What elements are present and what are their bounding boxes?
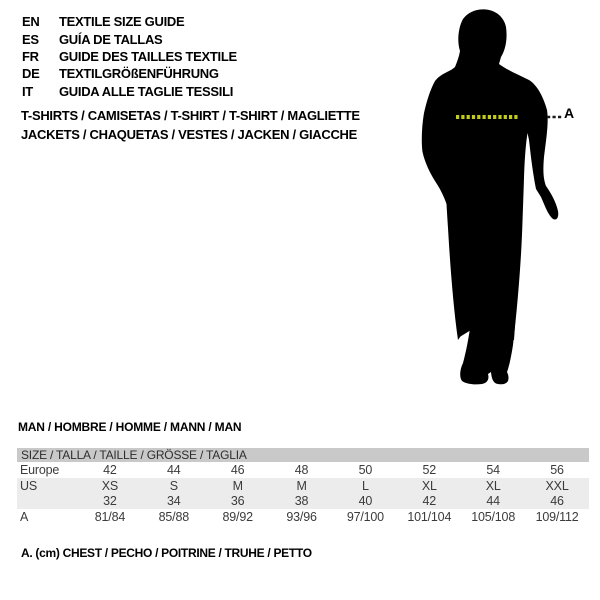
language-title: TEXTILE SIZE GUIDE: [59, 14, 185, 30]
cell: 97/100: [346, 509, 384, 524]
cell: M: [232, 478, 243, 493]
cell: 44: [486, 494, 500, 509]
language-title: GUIDE DES TAILLES TEXTILE: [59, 48, 237, 64]
language-title: TEXTILGRÖßENFÜHRUNG: [59, 66, 219, 82]
cell: 54: [486, 462, 500, 477]
size-table: [17, 448, 589, 525]
cell: 46: [230, 462, 245, 477]
section-title-man: MAN / HOMBRE / HOMME / MANN / MAN: [18, 420, 242, 434]
cell: 50: [358, 462, 373, 477]
size-table-header: SIZE / TALLA / TAILLE / GRÖSSE / TAGLIA: [17, 448, 589, 462]
footnote-chest: A. (cm) CHEST / PECHO / POITRINE / TRUHE / PETTO: [21, 546, 312, 560]
language-title: GUÍA DE TALLAS: [59, 31, 163, 47]
language-code: EN: [22, 14, 40, 30]
cell: XL: [421, 478, 437, 493]
cell: 101/104: [407, 509, 452, 524]
cell: 109/112: [535, 509, 579, 524]
category-jackets: JACKETS / CHAQUETAS / VESTES / JACKEN / GIACCHE: [21, 126, 357, 142]
cell: 40: [358, 494, 373, 509]
cell: 44: [167, 462, 181, 477]
table-row-europe: [17, 462, 589, 478]
table-row-chest-cm: [17, 509, 589, 525]
cell: 105/108: [471, 509, 516, 524]
cell: 42: [422, 494, 437, 509]
language-code: DE: [22, 66, 40, 82]
cell: 56: [550, 462, 564, 477]
cell: S: [169, 478, 178, 493]
measure-label-a: A: [564, 105, 574, 121]
cell: 93/96: [286, 509, 317, 524]
table-row-numeric: [17, 493, 589, 509]
cell: 81/84: [94, 509, 126, 524]
cell: 34: [167, 494, 181, 509]
language-code: ES: [22, 31, 39, 47]
cell: XS: [101, 478, 119, 493]
cell: M: [296, 478, 307, 493]
cell: 32: [103, 494, 117, 509]
category-tshirts: T-SHIRTS / CAMISETAS / T-SHIRT / T-SHIRT / MAGLIETTE: [21, 108, 360, 123]
cell: 46: [550, 494, 564, 509]
cell: 89/92: [222, 509, 253, 524]
cell: 42: [103, 462, 117, 477]
cell: XXL: [545, 478, 569, 493]
language-title: GUIDA ALLE TAGLIE TESSILI: [59, 83, 234, 99]
cell: 52: [422, 462, 437, 477]
cell: L: [362, 478, 369, 493]
row-label: US: [20, 478, 37, 493]
language-code: FR: [22, 48, 39, 64]
table-row-us: [17, 478, 589, 494]
man-legs-fill: [448, 220, 522, 340]
language-code: IT: [22, 83, 33, 99]
cell: 38: [294, 494, 309, 509]
cell: 85/88: [158, 509, 189, 524]
row-label: Europe: [20, 462, 60, 477]
row-label: A: [20, 509, 29, 524]
cell: XL: [485, 478, 501, 493]
cell: 36: [230, 494, 245, 509]
cell: 48: [294, 462, 309, 477]
